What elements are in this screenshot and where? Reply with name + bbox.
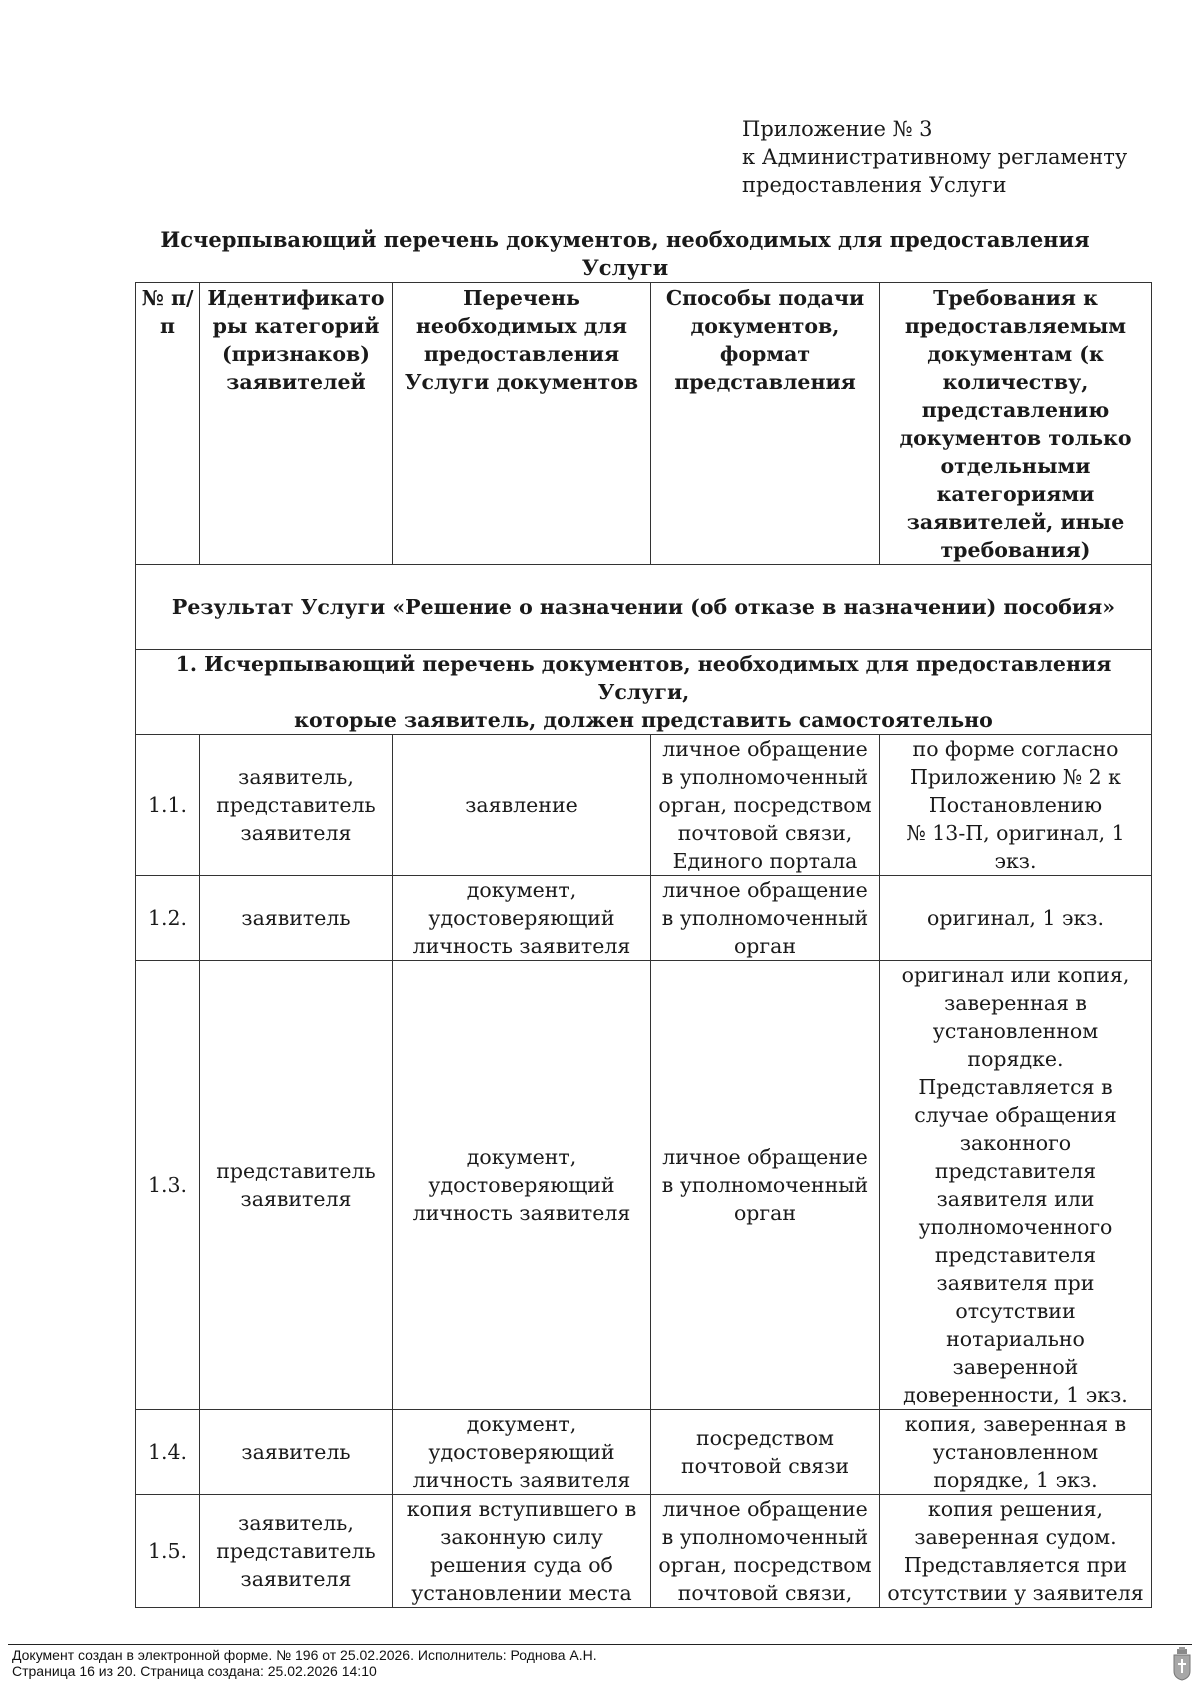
row-requirements: копия, заверенная в установленном порядке, 1 экз.: [880, 1410, 1152, 1495]
table-row: [136, 735, 1152, 876]
row-applicant: заявитель, представитель заявителя: [200, 735, 393, 876]
row-requirements: оригинал или копия, заверенная в установленном порядке. Представляется в случае обращения законного представителя заявителя или уполномоченного представителя заявителя при отсутствии нотариально заверенной доверенности, 1 экз.: [880, 961, 1152, 1410]
row-document: копия вступившего в законную силу решения суда об установлении места: [393, 1495, 651, 1608]
header-submission-method: Способы подачи документов, формат представления: [651, 283, 880, 565]
footer-divider: [8, 1644, 1192, 1645]
row-number: 1.2.: [136, 876, 200, 961]
row-requirements: копия решения, заверенная судом. Представляется при отсутствии у заявителя: [880, 1495, 1152, 1608]
table-row: [136, 961, 1152, 1410]
row-document: заявление: [393, 735, 651, 876]
coat-of-arms-icon: [1172, 1647, 1192, 1681]
row-applicant: заявитель: [200, 876, 393, 961]
header-number: № п/п: [136, 283, 200, 565]
row-document: документ, удостоверяющий личность заявителя: [393, 1410, 651, 1495]
row-method: личное обращение в уполномоченный орган: [651, 961, 880, 1410]
row-applicant: представитель заявителя: [200, 961, 393, 1410]
header-applicant-category: Идентификато ры категорий (признаков) заявителей: [200, 283, 393, 565]
annex-header: [742, 115, 1127, 199]
row-method: личное обращение в уполномоченный орган, посредством почтовой связи,: [651, 1495, 880, 1608]
row-number: 1.5.: [136, 1495, 200, 1608]
table-header-row: [136, 283, 1152, 565]
documents-table: [135, 282, 1152, 1608]
row-document: документ, удостоверяющий личность заявителя: [393, 876, 651, 961]
table-row: [136, 1410, 1152, 1495]
result-heading: Результат Услуги «Решение о назначении (об отказе в назначении) пособия»: [136, 565, 1152, 650]
annex-line-2: к Административному регламенту: [742, 145, 1128, 169]
row-requirements: оригинал, 1 экз.: [880, 876, 1152, 961]
row-requirements: по форме согласно Приложению № 2 к Постановлению № 13-П, оригинал, 1 экз.: [880, 735, 1152, 876]
footer-line-2: Страница 16 из 20. Страница создана: 25.02.2026 14:10: [12, 1663, 377, 1679]
annex-line-3: предоставления Услуги: [742, 173, 1007, 197]
header-document-list: Перечень необходимых для предоставления Услуги документов: [393, 283, 651, 565]
document-title: Исчерпывающий перечень документов, необходимых для предоставления Услуги: [160, 227, 1090, 280]
result-row: [136, 565, 1152, 650]
table-row: [136, 876, 1152, 961]
row-number: 1.3.: [136, 961, 200, 1410]
section-heading: 1. Исчерпывающий перечень документов, необходимых для предоставления Услуги, которые заявитель, должен представить самостоятельно: [136, 650, 1152, 735]
table-row: [136, 1495, 1152, 1608]
row-number: 1.1.: [136, 735, 200, 876]
row-method: личное обращение в уполномоченный орган: [651, 876, 880, 961]
row-applicant: заявитель, представитель заявителя: [200, 1495, 393, 1608]
header-requirements: Требования к предоставляемым документам (к количеству, представлению документов только отдельными категориями заявителей, иные требования): [880, 283, 1152, 565]
row-document: документ, удостоверяющий личность заявителя: [393, 961, 651, 1410]
footer-line-1: Документ создан в электронной форме. № 196 от 25.02.2026. Исполнитель: Роднова А.Н.: [12, 1647, 597, 1663]
footer: [12, 1647, 597, 1679]
row-method: посредством почтовой связи: [651, 1410, 880, 1495]
row-method: личное обращение в уполномоченный орган, посредством почтовой связи, Единого портала: [651, 735, 880, 876]
row-number: 1.4.: [136, 1410, 200, 1495]
row-applicant: заявитель: [200, 1410, 393, 1495]
section-row: [136, 650, 1152, 735]
annex-line-1: Приложение № 3: [742, 117, 933, 141]
